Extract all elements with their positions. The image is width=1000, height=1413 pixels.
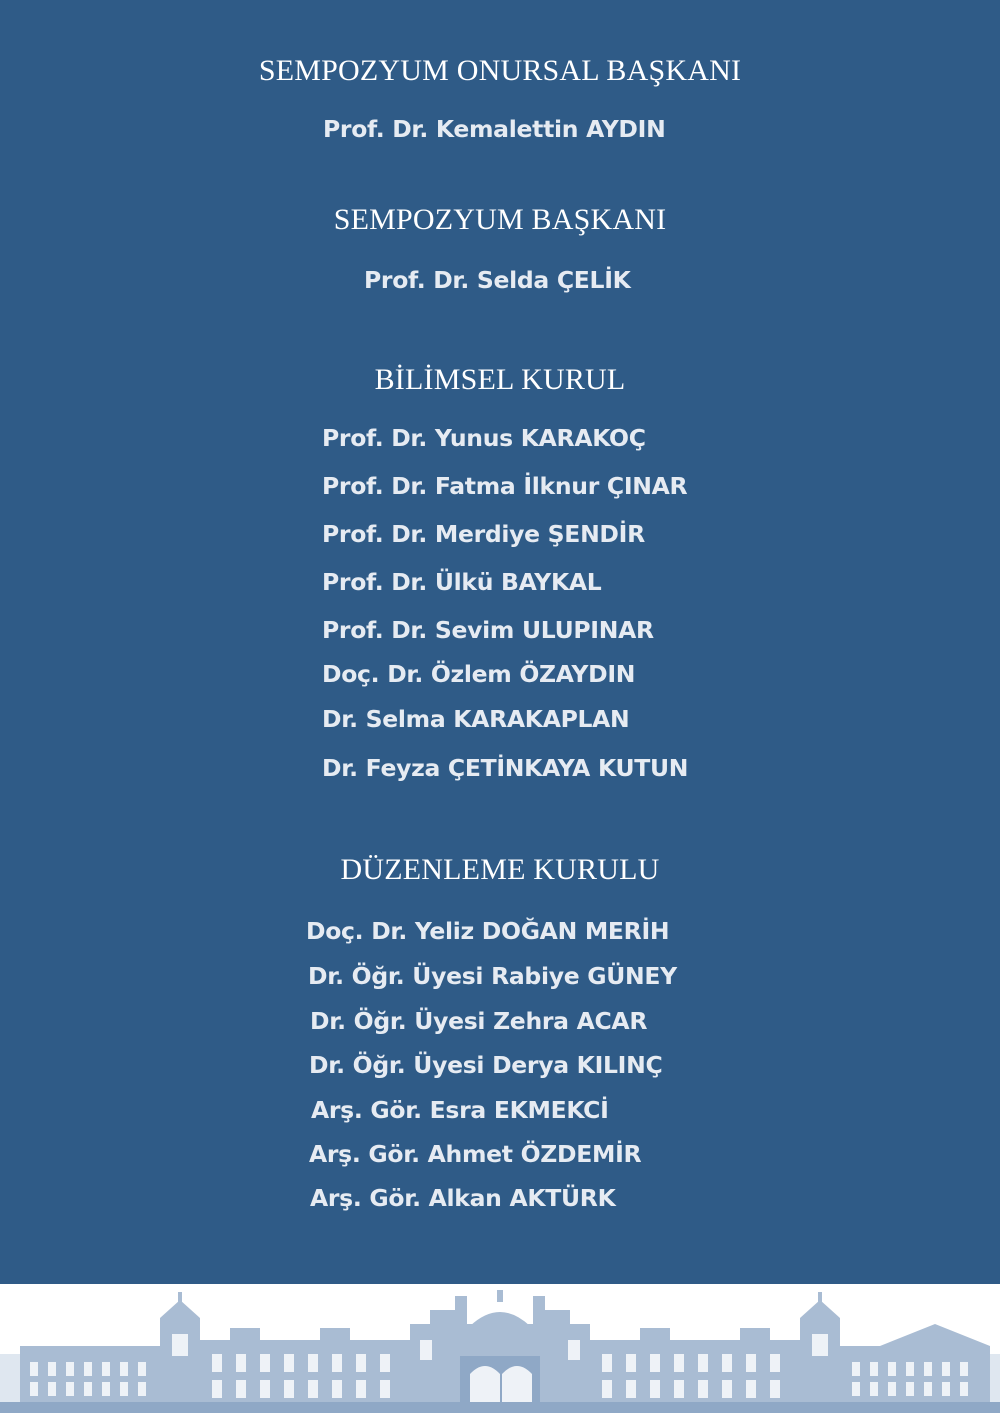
scientific-committee-heading: BİLİMSEL KURUL [374,363,626,396]
organizing-member: Arş. Gör. Esra EKMEKCİ [311,1096,609,1124]
scientific-member: Dr. Selma KARAKAPLAN [322,705,630,733]
historic-building-illustration [0,1284,1000,1413]
scientific-member: Prof. Dr. Sevim ULUPINAR [322,616,654,644]
organizing-member: Arş. Gör. Alkan AKTÜRK [310,1184,616,1212]
symposium-chair-heading: SEMPOZYUM BAŞKANI [333,203,667,236]
footer-band [0,1284,1000,1413]
symposium-chair-name: Prof. Dr. Selda ÇELİK [364,266,631,294]
scientific-member: Prof. Dr. Ülkü BAYKAL [322,568,602,596]
organizing-member: Doç. Dr. Yeliz DOĞAN MERİH [306,917,670,945]
scientific-member: Dr. Feyza ÇETİNKAYA KUTUN [322,754,689,782]
honorary-chair-name: Prof. Dr. Kemalettin AYDIN [323,115,666,143]
organizing-member: Dr. Öğr. Üyesi Rabiye GÜNEY [308,962,677,990]
honorary-chair-heading: SEMPOZYUM ONURSAL BAŞKANI [258,54,742,87]
organizing-member: Arş. Gör. Ahmet ÖZDEMİR [309,1140,642,1168]
scientific-member: Prof. Dr. Merdiye ŞENDİR [322,520,645,548]
scientific-member: Prof. Dr. Yunus KARAKOÇ [322,424,646,452]
organizing-member: Dr. Öğr. Üyesi Zehra ACAR [310,1007,648,1035]
scientific-member: Doç. Dr. Özlem ÖZAYDIN [322,660,636,688]
organizing-member: Dr. Öğr. Üyesi Derya KILINÇ [309,1051,663,1079]
scientific-member: Prof. Dr. Fatma İlknur ÇINAR [322,472,688,500]
organizing-committee-heading: DÜZENLEME KURULU [340,853,660,886]
